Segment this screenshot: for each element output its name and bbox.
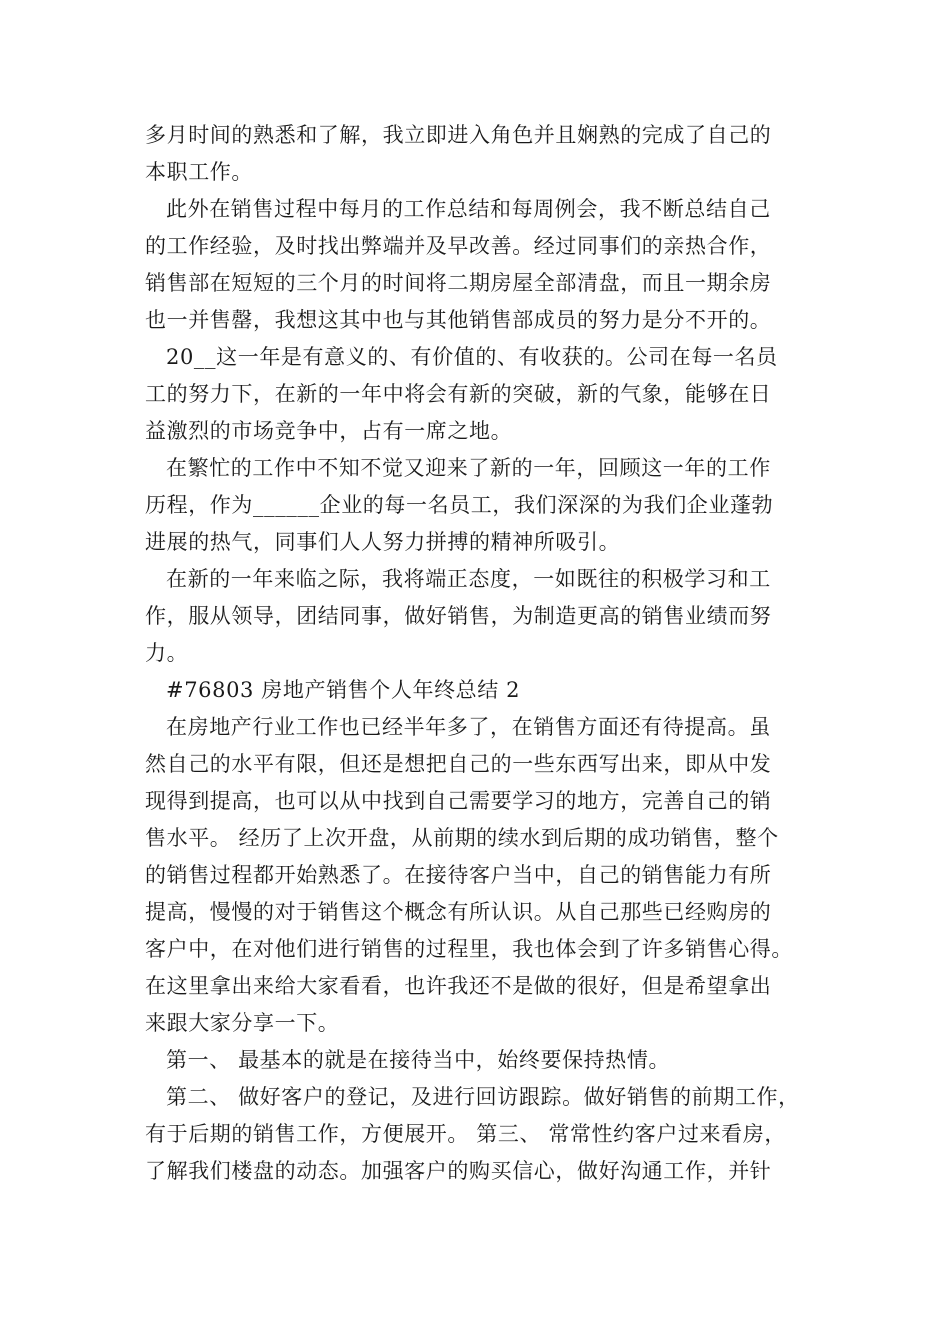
paragraph-start-line: 第一、 最基本的就是在接待当中，始终要保持热情。 [166,1048,671,1072]
paragraph-start-line: 此外在销售过程中每月的工作总结和每周例会，我不断总结自己 [166,197,771,221]
text-line: 也一并售罄，我想这其中也与其他销售部成员的努力是分不开的。 [145,308,772,332]
paragraph-start-line: 第二、 做好客户的登记，及进行回访跟踪。做好销售的前期工作， [166,1085,800,1109]
text-line: 作，服从领导，团结同事，做好销售，为制造更高的销售业绩而努 [145,604,772,628]
text-line: 了解我们楼盘的动态。加强客户的购买信心，做好沟通工作，并针 [145,1159,772,1183]
text-line: 力。 [145,641,189,665]
paragraph-start-line: 在房地产行业工作也已经半年多了，在销售方面还有待提高。虽 [166,715,771,739]
text-line: 有于后期的销售工作，方便展开。 第三、 常常性约客户过来看房， [145,1122,786,1146]
text-line: 销售部在短短的三个月的时间将二期房屋全部清盘，而且一期余房 [145,271,772,295]
text-line: 售水平。 经历了上次开盘，从前期的续水到后期的成功销售，整个 [145,826,779,850]
section-heading: #76803 房地产销售个人年终总结 2 [166,678,521,702]
text-line: 现得到提高，也可以从中找到自己需要学习的地方，完善自己的销 [145,789,772,813]
paragraph-start-line: 在新的一年来临之际，我将端正态度，一如既往的积极学习和工 [166,567,771,591]
text-line: 在这里拿出来给大家看看，也许我还不是做的很好，但是希望拿出 [145,974,772,998]
document-body [145,117,815,1190]
text-line: 多月时间的熟悉和了解，我立即进入角色并且娴熟的完成了自己的 [145,123,772,147]
text-line: 益激烈的市场竞争中，占有一席之地。 [145,419,513,443]
text-line: 提高，慢慢的对于销售这个概念有所认识。从自己那些已经购房的 [145,900,772,924]
text-line: 的工作经验，及时找出弊端并及早改善。经过同事们的亲热合作， [145,234,772,258]
text-line: 的销售过程都开始熟悉了。在接待客户当中，自己的销售能力有所 [145,863,772,887]
text-line: 历程，作为______企业的每一名员工，我们深深的为我们企业蓬勃 [145,493,774,517]
text-line: 来跟大家分享一下。 [145,1011,340,1035]
text-line: 客户中，在对他们进行销售的过程里，我也体会到了许多销售心得。 [145,937,793,961]
paragraph-start-line: 20__这一年是有意义的、有价值的、有收获的。公司在每一名员 [166,345,778,369]
text-line: 然自己的水平有限，但还是想把自己的一些东西写出来，即从中发 [145,752,772,776]
text-line: 本职工作。 [145,160,253,184]
paragraph-start-line: 在繁忙的工作中不知不觉又迎来了新的一年，回顾这一年的工作 [166,456,771,480]
text-line: 进展的热气，同事们人人努力拼搏的精神所吸引。 [145,530,621,554]
text-line: 工的努力下，在新的一年中将会有新的突破，新的气象，能够在日 [145,382,772,406]
